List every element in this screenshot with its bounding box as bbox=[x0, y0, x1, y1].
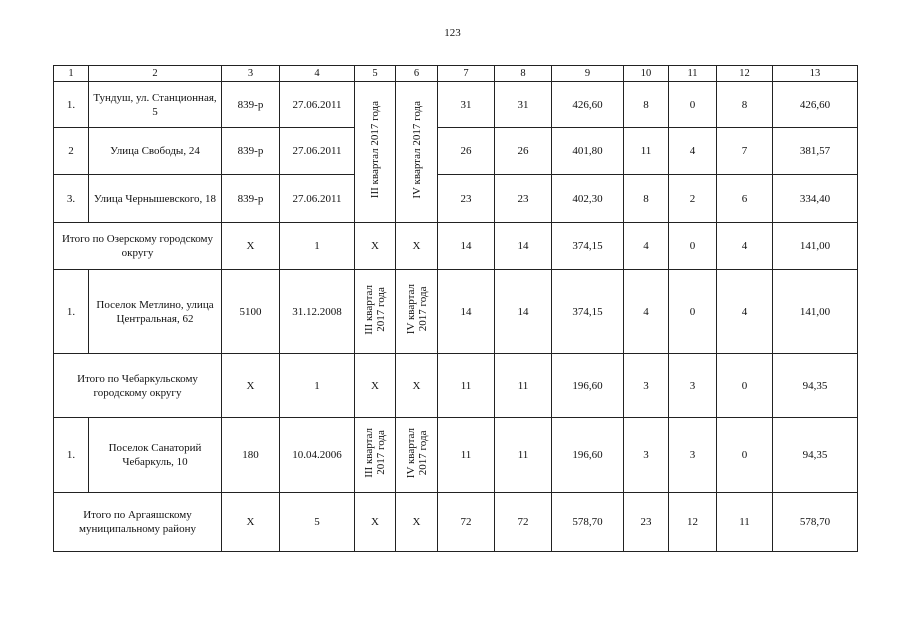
value-cell: 374,15 bbox=[552, 223, 624, 270]
table-row bbox=[54, 270, 858, 354]
value-cell: 3 bbox=[624, 354, 669, 418]
value-cell: 23 bbox=[624, 493, 669, 552]
total-label: Итого по Чебаркульскому городскому округу bbox=[54, 354, 222, 418]
row-number: 1. bbox=[54, 418, 89, 493]
doc-number-cell: 180 bbox=[222, 418, 280, 493]
row-number: 3. bbox=[54, 175, 89, 223]
housing-table bbox=[53, 65, 858, 552]
table-row bbox=[54, 82, 858, 128]
value-cell: 0 bbox=[669, 270, 717, 354]
header-cell: 10 bbox=[624, 66, 669, 82]
value-cell: 7 bbox=[717, 128, 773, 175]
value-cell: 6 bbox=[717, 175, 773, 223]
address-cell: Улица Свободы, 24 bbox=[89, 128, 222, 175]
quarter-start-text: III квартал 2017 года bbox=[363, 428, 387, 478]
value-cell: X bbox=[222, 354, 280, 418]
header-cell: 6 bbox=[396, 66, 438, 82]
header-cell: 3 bbox=[222, 66, 280, 82]
value-cell: 11 bbox=[624, 128, 669, 175]
value-cell: 578,70 bbox=[773, 493, 858, 552]
value-cell: 3 bbox=[669, 354, 717, 418]
value-cell: 426,60 bbox=[773, 82, 858, 128]
value-cell: 11 bbox=[438, 354, 495, 418]
row-number: 1. bbox=[54, 82, 89, 128]
quarter-end-cell bbox=[396, 82, 438, 223]
value-cell: 4 bbox=[624, 270, 669, 354]
value-cell: 31 bbox=[495, 82, 552, 128]
total-label: Итого по Аргаяшскому муниципальному району bbox=[54, 493, 222, 552]
value-cell: 3 bbox=[624, 418, 669, 493]
address-cell: Тундуш, ул. Станционная, 5 bbox=[89, 82, 222, 128]
value-cell: 72 bbox=[438, 493, 495, 552]
value-cell: X bbox=[355, 493, 396, 552]
quarter-start-text: III квартал 2017 года bbox=[363, 284, 387, 335]
doc-date-cell: 27.06.2011 bbox=[280, 82, 355, 128]
value-cell: 401,80 bbox=[552, 128, 624, 175]
value-cell: 2 bbox=[669, 175, 717, 223]
quarter-start-cell bbox=[355, 418, 396, 493]
doc-date-cell: 27.06.2011 bbox=[280, 175, 355, 223]
quarter-end-text: IV квартал 2017 года bbox=[404, 427, 429, 479]
column-number-row bbox=[54, 66, 858, 82]
value-cell: 4 bbox=[717, 270, 773, 354]
table-row bbox=[54, 175, 858, 223]
page-number: 123 bbox=[444, 27, 461, 39]
value-cell: X bbox=[355, 223, 396, 270]
value-cell: X bbox=[222, 223, 280, 270]
doc-date-cell: 10.04.2006 bbox=[280, 418, 355, 493]
value-cell: 196,60 bbox=[552, 418, 624, 493]
total-label: Итого по Озерскому городскому округу bbox=[54, 223, 222, 270]
value-cell: 426,60 bbox=[552, 82, 624, 128]
value-cell: 72 bbox=[495, 493, 552, 552]
value-cell: X bbox=[396, 223, 438, 270]
row-number: 2 bbox=[54, 128, 89, 175]
value-cell: 23 bbox=[495, 175, 552, 223]
header-cell: 4 bbox=[280, 66, 355, 82]
value-cell: 31 bbox=[438, 82, 495, 128]
value-cell: 578,70 bbox=[552, 493, 624, 552]
total-row bbox=[54, 493, 858, 552]
header-cell: 7 bbox=[438, 66, 495, 82]
address-cell: Поселок Санаторий Чебаркуль, 10 bbox=[89, 418, 222, 493]
table-row bbox=[54, 418, 858, 493]
value-cell: 5 bbox=[280, 493, 355, 552]
value-cell: 4 bbox=[624, 223, 669, 270]
value-cell: 8 bbox=[717, 82, 773, 128]
value-cell: 94,35 bbox=[773, 354, 858, 418]
value-cell: 0 bbox=[669, 82, 717, 128]
value-cell: 374,15 bbox=[552, 270, 624, 354]
header-cell: 5 bbox=[355, 66, 396, 82]
header-cell: 13 bbox=[773, 66, 858, 82]
header-cell: 1 bbox=[54, 66, 89, 82]
table-row bbox=[54, 128, 858, 175]
total-row bbox=[54, 354, 858, 418]
value-cell: 23 bbox=[438, 175, 495, 223]
doc-number-cell: 839-р bbox=[222, 82, 280, 128]
value-cell: 141,00 bbox=[773, 270, 858, 354]
header-cell: 11 bbox=[669, 66, 717, 82]
value-cell: 3 bbox=[669, 418, 717, 493]
value-cell: 0 bbox=[669, 223, 717, 270]
quarter-end-text: IV квартал 2017 года bbox=[404, 284, 429, 335]
value-cell: 8 bbox=[624, 82, 669, 128]
quarter-start-cell bbox=[355, 82, 396, 223]
address-cell: Поселок Метлино, улица Центральная, 62 bbox=[89, 270, 222, 354]
value-cell: 1 bbox=[280, 354, 355, 418]
value-cell: 1 bbox=[280, 223, 355, 270]
address-cell: Улица Чернышевского, 18 bbox=[89, 175, 222, 223]
doc-date-cell: 27.06.2011 bbox=[280, 128, 355, 175]
value-cell: 14 bbox=[495, 223, 552, 270]
quarter-end-text: IV квартал 2017 года bbox=[410, 101, 423, 199]
value-cell: 26 bbox=[495, 128, 552, 175]
value-cell: 381,57 bbox=[773, 128, 858, 175]
value-cell: 14 bbox=[438, 270, 495, 354]
doc-number-cell: 839-р bbox=[222, 175, 280, 223]
header-cell: 8 bbox=[495, 66, 552, 82]
quarter-start-text: III квартал 2017 года bbox=[369, 101, 381, 199]
doc-number-cell: 5100 bbox=[222, 270, 280, 354]
value-cell: X bbox=[396, 493, 438, 552]
value-cell: 26 bbox=[438, 128, 495, 175]
quarter-start-cell bbox=[355, 270, 396, 354]
value-cell: X bbox=[355, 354, 396, 418]
quarter-end-cell bbox=[396, 270, 438, 354]
value-cell: 11 bbox=[495, 354, 552, 418]
quarter-end-cell bbox=[396, 418, 438, 493]
header-cell: 12 bbox=[717, 66, 773, 82]
value-cell: 8 bbox=[624, 175, 669, 223]
value-cell: 11 bbox=[438, 418, 495, 493]
value-cell: 14 bbox=[438, 223, 495, 270]
header-cell: 9 bbox=[552, 66, 624, 82]
value-cell: 11 bbox=[495, 418, 552, 493]
value-cell: 4 bbox=[669, 128, 717, 175]
header-cell: 2 bbox=[89, 66, 222, 82]
value-cell: X bbox=[396, 354, 438, 418]
value-cell: 94,35 bbox=[773, 418, 858, 493]
value-cell: X bbox=[222, 493, 280, 552]
value-cell: 0 bbox=[717, 418, 773, 493]
value-cell: 12 bbox=[669, 493, 717, 552]
value-cell: 402,30 bbox=[552, 175, 624, 223]
row-number: 1. bbox=[54, 270, 89, 354]
value-cell: 0 bbox=[717, 354, 773, 418]
value-cell: 11 bbox=[717, 493, 773, 552]
value-cell: 196,60 bbox=[552, 354, 624, 418]
value-cell: 14 bbox=[495, 270, 552, 354]
doc-number-cell: 839-р bbox=[222, 128, 280, 175]
value-cell: 4 bbox=[717, 223, 773, 270]
value-cell: 141,00 bbox=[773, 223, 858, 270]
total-row bbox=[54, 223, 858, 270]
doc-date-cell: 31.12.2008 bbox=[280, 270, 355, 354]
value-cell: 334,40 bbox=[773, 175, 858, 223]
